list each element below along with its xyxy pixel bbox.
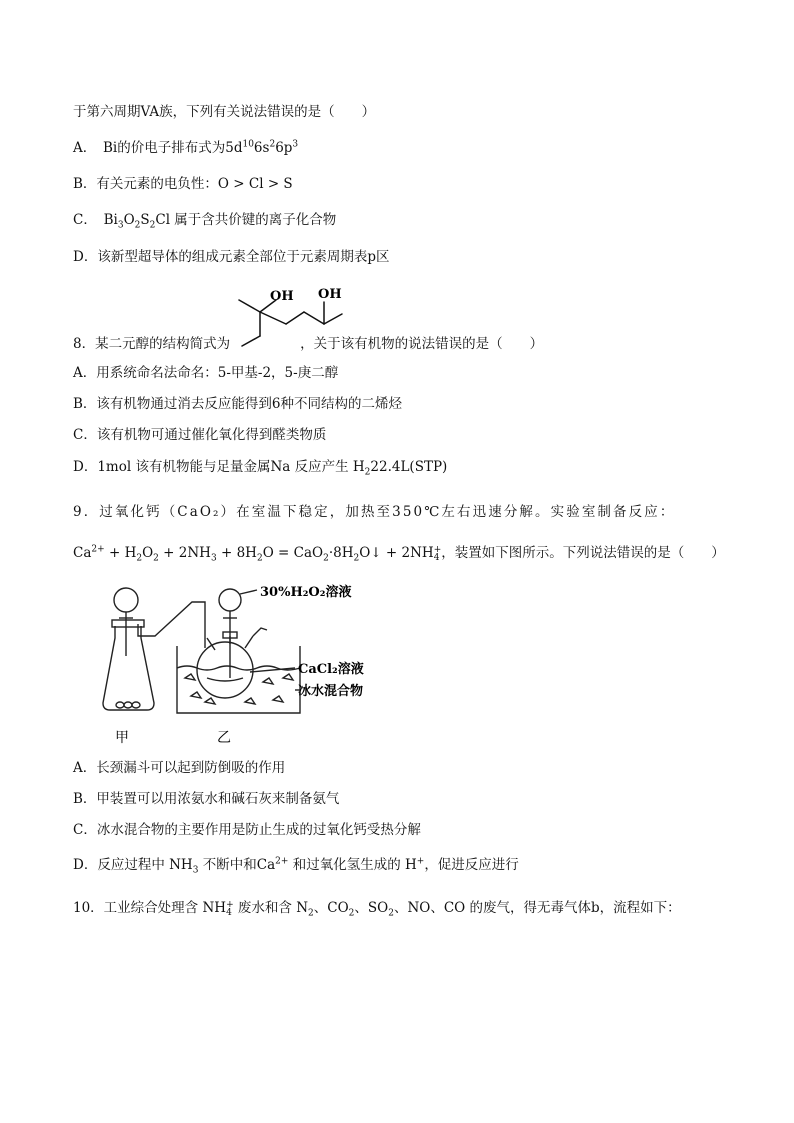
eq-nh4-sub: 4 [433,552,440,563]
q8-option-c: C．该有机物可通过催化氧化得到醛类物质 [73,427,327,443]
q9-stem-2: ，装置如下图所示。下列说法错误的是（ ） [441,545,725,561]
q10-n4: 2 [388,908,394,919]
yi-dropping-funnel [219,589,241,611]
q9-apparatus-figure [95,578,395,748]
q10-n2: 2 [308,908,314,919]
q10-c1: 、CO [313,900,349,916]
q7-c-s: S [140,212,150,228]
q9-d-ca: Ca [256,857,276,873]
label-ice: 冰水混合物 [298,684,364,699]
q10-n3: 2 [348,908,355,919]
q9-d-ca-sup: 2+ [275,856,289,867]
label-cacl2: CaCl₂溶液 [298,662,364,677]
q10-tail: 、NO、CO 的废气，得无毒气体b，流程如下： [393,900,681,916]
ice-piece [263,678,273,684]
ice-piece [205,698,215,704]
q7-c-sub3: 2 [149,220,156,231]
q8-d-sub: 2 [364,467,371,478]
eq-ca-sup: 2+ [91,544,105,555]
eq-p4: O = CaO [262,545,324,561]
q8-oh-label-2: OH [318,287,342,302]
q8-option-b: B．该有机物通过消去反应能得到6种不同结构的二烯烃 [73,396,403,412]
q10-sup: + [226,899,234,910]
q7-a-sup1: 10 [242,139,254,150]
label-jia: 甲 [115,730,129,746]
q8-d-text: D．1mol 该有机物能与足量金属Na 反应产生 H [73,459,365,475]
q7-option-d: D．该新型超导体的组成元素全部位于元素周期表p区 [73,249,390,265]
q7-option-b [73,175,293,193]
q8-bond-1 [239,300,260,312]
connecting-tube [138,602,205,648]
ice-piece [191,692,201,698]
jia-flask [103,626,154,710]
q9-d-text: D．反应过程中 NH [73,857,193,873]
q8-structure-diagram [234,284,354,354]
q9-d-h-sup: + [416,856,425,867]
jia-solid-3 [132,702,140,708]
jia-funnel-bulb [114,588,138,612]
q7-a-mid1: 6s [253,140,270,156]
q9-stem-1: 9．过氧化钙（CaO₂）在室温下稳定，加热至350℃左右迅速分解。实验室制备反应： [73,504,676,520]
q10-c2: 、SO [354,900,389,916]
q8-bond-7 [324,314,342,324]
q10-nh4-charge [226,901,234,917]
eq-p6: O↓ + 2NH [359,545,434,561]
q9-d-mid: 不断中和 [198,857,257,873]
q8-bond-3 [242,336,260,346]
q7-a-sup2: 2 [269,139,276,150]
eq-p2: + 2NH [158,545,211,561]
yi-neck-right [245,636,253,648]
eq-ca: Ca [73,545,92,561]
jia-stopper [112,620,144,627]
eq-p1: + H [104,545,137,561]
q8-bond-5 [286,312,304,324]
eq-p5: ·8H [328,545,354,561]
q7-c-o: O [123,212,135,228]
q7-option-a [73,139,298,157]
q9-d-mid2: 和过氧化氢生成的 H [288,857,417,873]
q7-a-mid2: 6p [275,140,293,156]
q7-a-sup3: 3 [292,139,299,150]
eq-cao2: 2 [323,553,329,564]
q8-option-a: A．用系统命名法命名：5-甲基-2，5-庚二醇 [73,365,339,381]
q7-a-text: A． Bi的价电子排布式为5d [73,140,243,156]
q7-option-c [73,211,336,229]
eq-h2o-sub2: 2 [353,553,360,564]
q8-bond-4 [260,312,286,324]
eq-h2o2-a: 2 [136,553,143,564]
yi-liquid [207,678,243,681]
ice-piece [185,674,195,680]
yi-outlet-tube [253,628,267,636]
q7-c-cl: Cl [155,212,171,228]
ice-piece [245,698,255,704]
jia-solid-1 [116,702,124,708]
eq-o2: O [142,545,154,561]
q7-c-text: C． Bi [73,212,118,228]
eq-nh3: 3 [210,553,217,564]
q9-d-tail: ，促进反应进行 [424,857,519,873]
q9-equation-line [73,544,725,562]
q10-sub: 4 [226,907,232,918]
eq-h2o-sub: 2 [256,553,263,564]
q10-prefix: 10．工业综合处理含 NH [73,900,227,916]
eq-nh4-sup: + [433,544,442,555]
label-h2o2: 30%H₂O₂溶液 [260,585,352,600]
q8-d-tail: 22.4L(STP) [370,459,448,475]
q9-d-sub: 3 [192,865,199,876]
q7-b-text: B．有关元素的电负性： [73,176,218,192]
eq-p3: + 8H [216,545,257,561]
q8-oh-label-1: OH [270,289,294,304]
leader-h2o2 [240,590,257,594]
jia-solid-2 [124,702,132,708]
q7-c-sub2: 2 [134,220,141,231]
q7-c-tail: 属于含共价键的离子化合物 [170,212,337,228]
q7-b-formula: O > Cl > S [217,176,293,192]
q8-bond-6 [304,312,324,324]
q8-stem-a: 8．某二元醇的结构简式为 [73,336,231,352]
label-yi: 乙 [217,730,231,746]
ice-piece [273,696,283,702]
eq-h2o2-b: 2 [153,553,159,564]
q7-stem: 于第六周期VA族，下列有关说法错误的是（ ） [73,104,376,120]
q7-c-sub1: 3 [117,220,124,231]
q8-stem-b: ，关于该有机物的说法错误的是（ ） [300,336,544,352]
q10-stem [73,899,681,917]
ice-piece [283,674,293,680]
q10-mid: 废水和含 N [233,900,309,916]
q8-option-d [73,458,447,476]
q9-option-a: A．长颈漏斗可以起到防倒吸的作用 [73,760,286,776]
q9-option-c: C．冰水混合物的主要作用是防止生成的过氧化钙受热分解 [73,822,421,838]
q9-option-b: B．甲装置可以用浓氨水和碱石灰来制备氨气 [73,791,340,807]
q9-option-d [73,856,519,874]
